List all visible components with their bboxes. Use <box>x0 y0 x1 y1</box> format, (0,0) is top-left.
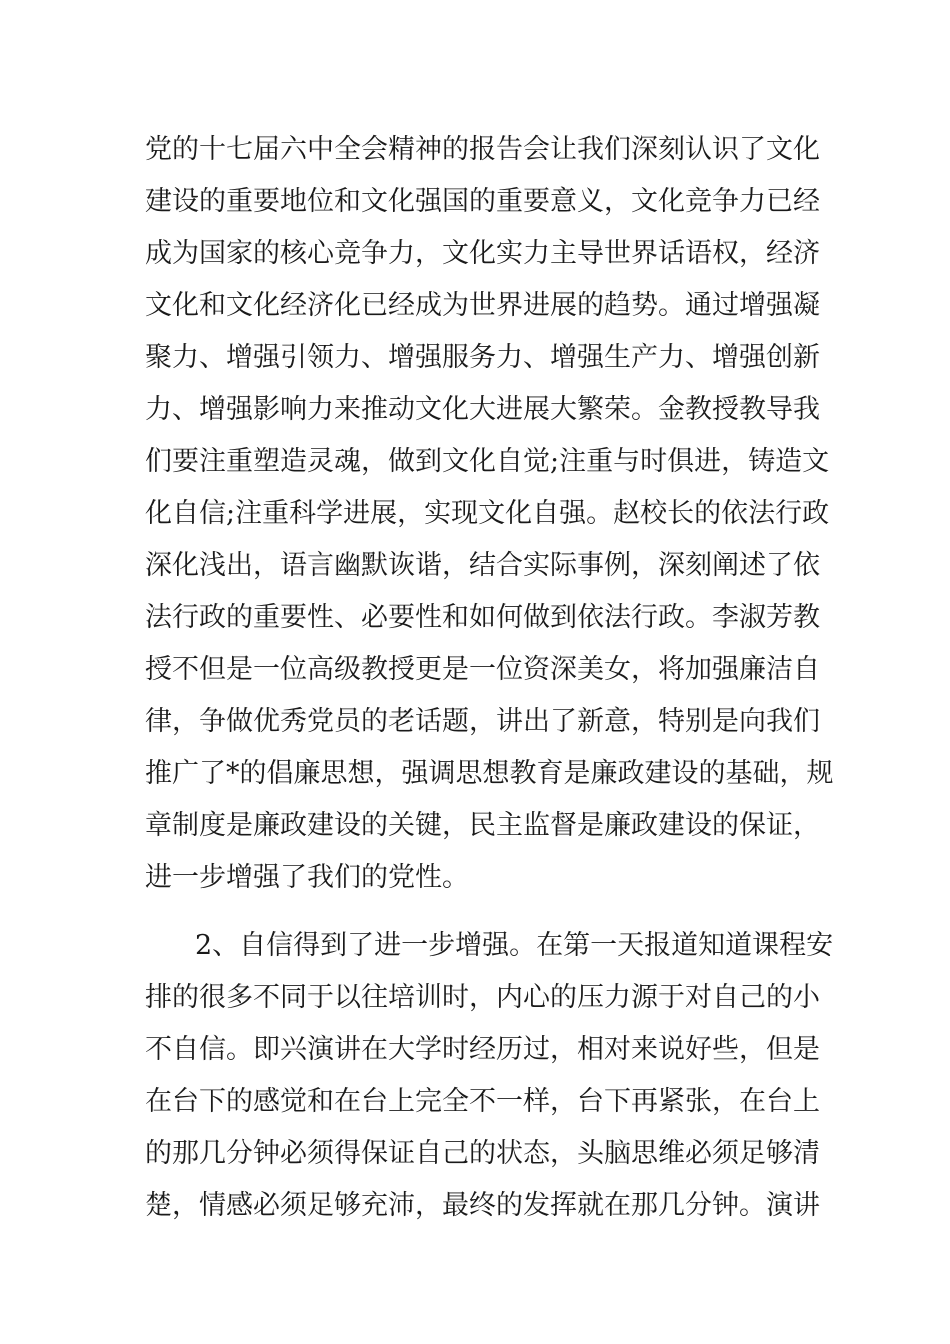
paragraph-line: 楚，情感必须足够充沛，最终的发挥就在那几分钟。演讲 <box>145 1190 820 1221</box>
paragraph-line: 化自信;注重科学进展，实现文化自强。赵校长的依法行政 <box>145 498 830 529</box>
paragraph-line: 建设的重要地位和文化强国的重要意义，文化竞争力已经 <box>145 186 820 217</box>
paragraph-line: 法行政的重要性、必要性和如何做到依法行政。李淑芳教 <box>145 602 820 633</box>
paragraph-line: 排的很多不同于以往培训时，内心的压力源于对自己的小 <box>145 982 820 1013</box>
paragraph-line: 成为国家的核心竞争力，文化实力主导世界话语权，经济 <box>145 238 820 269</box>
paragraph-line: 进一步增强了我们的党性。 <box>145 862 469 893</box>
paragraph-line: 在台下的感觉和在台上完全不一样，台下再紧张，在台上 <box>145 1086 820 1117</box>
paragraph-line: 文化和文化经济化已经成为世界进展的趋势。通过增强凝 <box>145 290 820 321</box>
paragraph-line: 聚力、增强引领力、增强服务力、增强生产力、增强创新 <box>145 342 820 373</box>
paragraph-line: 推广了*的倡廉思想，强调思想教育是廉政建设的基础，规 <box>145 758 834 789</box>
paragraph-line: 授不但是一位高级教授更是一位资深美女，将加强廉洁自 <box>145 654 820 685</box>
paragraph-line: 深化浅出，语言幽默诙谐，结合实际事例，深刻阐述了依 <box>145 550 820 581</box>
paragraph-line: 2、自信得到了进一步增强。在第一天报道知道课程安 <box>195 930 834 961</box>
paragraph-line: 不自信。即兴演讲在大学时经历过，相对来说好些，但是 <box>145 1034 820 1065</box>
paragraph-line: 的那几分钟必须得保证自己的状态，头脑思维必须足够清 <box>145 1138 820 1169</box>
paragraph-line: 党的十七届六中全会精神的报告会让我们深刻认识了文化 <box>145 134 820 165</box>
paragraph-line: 律，争做优秀党员的老话题，讲出了新意，特别是向我们 <box>145 706 820 737</box>
paragraph-line: 章制度是廉政建设的关键，民主监督是廉政建设的保证， <box>145 810 820 841</box>
paragraph-line: 力、增强影响力来推动文化大进展大繁荣。金教授教导我 <box>145 394 820 425</box>
paragraph-line: 们要注重塑造灵魂，做到文化自觉;注重与时俱进，铸造文 <box>145 446 830 477</box>
